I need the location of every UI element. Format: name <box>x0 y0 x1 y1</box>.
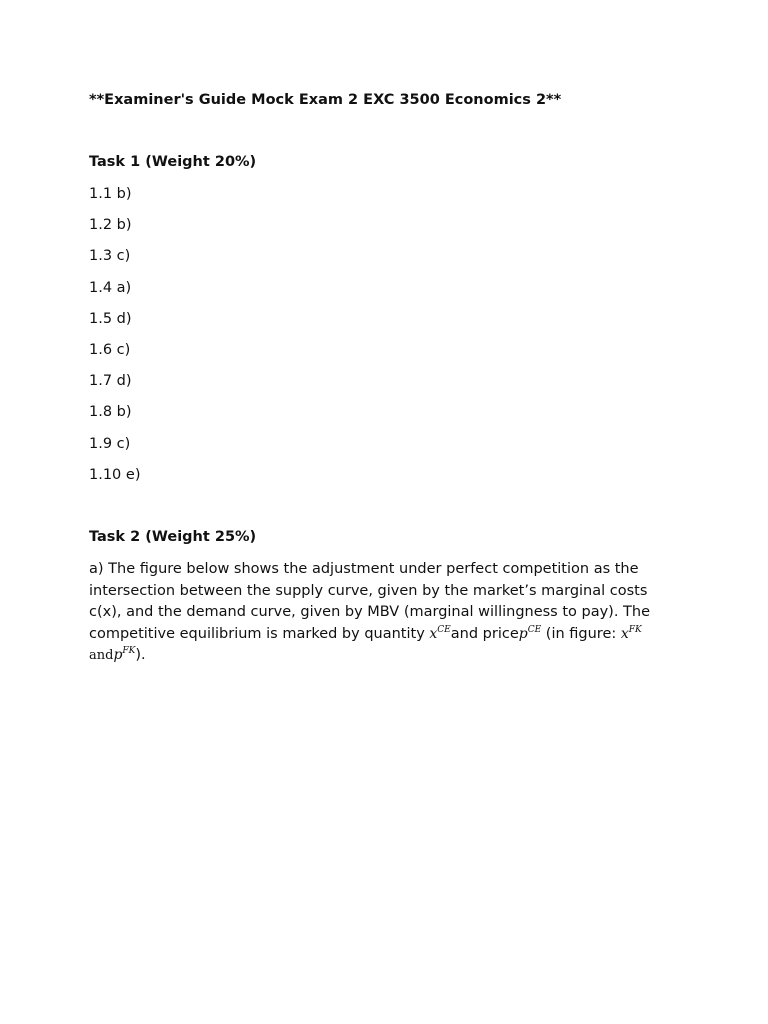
document-title: **Examiner's Guide Mock Exam 2 EXC 3500 Economics 2** <box>89 92 562 108</box>
answer-item: 1.4 a) <box>89 279 132 296</box>
math-var-x-fk <box>621 626 642 642</box>
answer-item: 1.7 d) <box>89 373 132 390</box>
answer-item: 1.9 c) <box>89 435 131 452</box>
para-text: and price <box>450 625 519 642</box>
task2-heading: Task 2 (Weight 25%) <box>89 529 257 545</box>
para-text: and <box>89 648 114 664</box>
para-text: a) The figure below shows the adjustment under perfect competition as the intersection between the supply curve, given by the market’s marginal costs c(x), and the demand curve, given by MBV (marginal willingness to pay). The competitive equilibrium is marked by quantity <box>89 561 651 642</box>
task1-heading: Task 1 (Weight 20%) <box>89 154 257 170</box>
math-superscript: CE <box>527 624 542 635</box>
task1-answer-list <box>89 185 140 497</box>
math-symbol: x <box>620 625 629 642</box>
math-var-p-fk <box>113 647 135 663</box>
math-superscript: CE <box>437 624 451 635</box>
answer-item: 1.10 e) <box>89 466 141 483</box>
math-superscript: FK <box>628 624 642 635</box>
para-text: (in figure: <box>541 625 621 642</box>
math-symbol: p <box>113 647 123 664</box>
answer-item: 1.5 d) <box>89 310 132 327</box>
math-var-x-ce <box>429 626 450 642</box>
para-text: ). <box>135 647 146 664</box>
math-superscript: FK <box>122 646 136 657</box>
math-symbol: x <box>429 625 438 642</box>
math-var-p-ce <box>519 626 541 642</box>
math-symbol: p <box>518 625 528 642</box>
task2-paragraph-a <box>89 559 679 667</box>
answer-item: 1.2 b) <box>89 217 132 234</box>
answer-item: 1.6 c) <box>89 341 131 358</box>
answer-item: 1.3 c) <box>89 248 131 265</box>
answer-item: 1.8 b) <box>89 404 132 421</box>
answer-item: 1.1 b) <box>89 186 132 202</box>
